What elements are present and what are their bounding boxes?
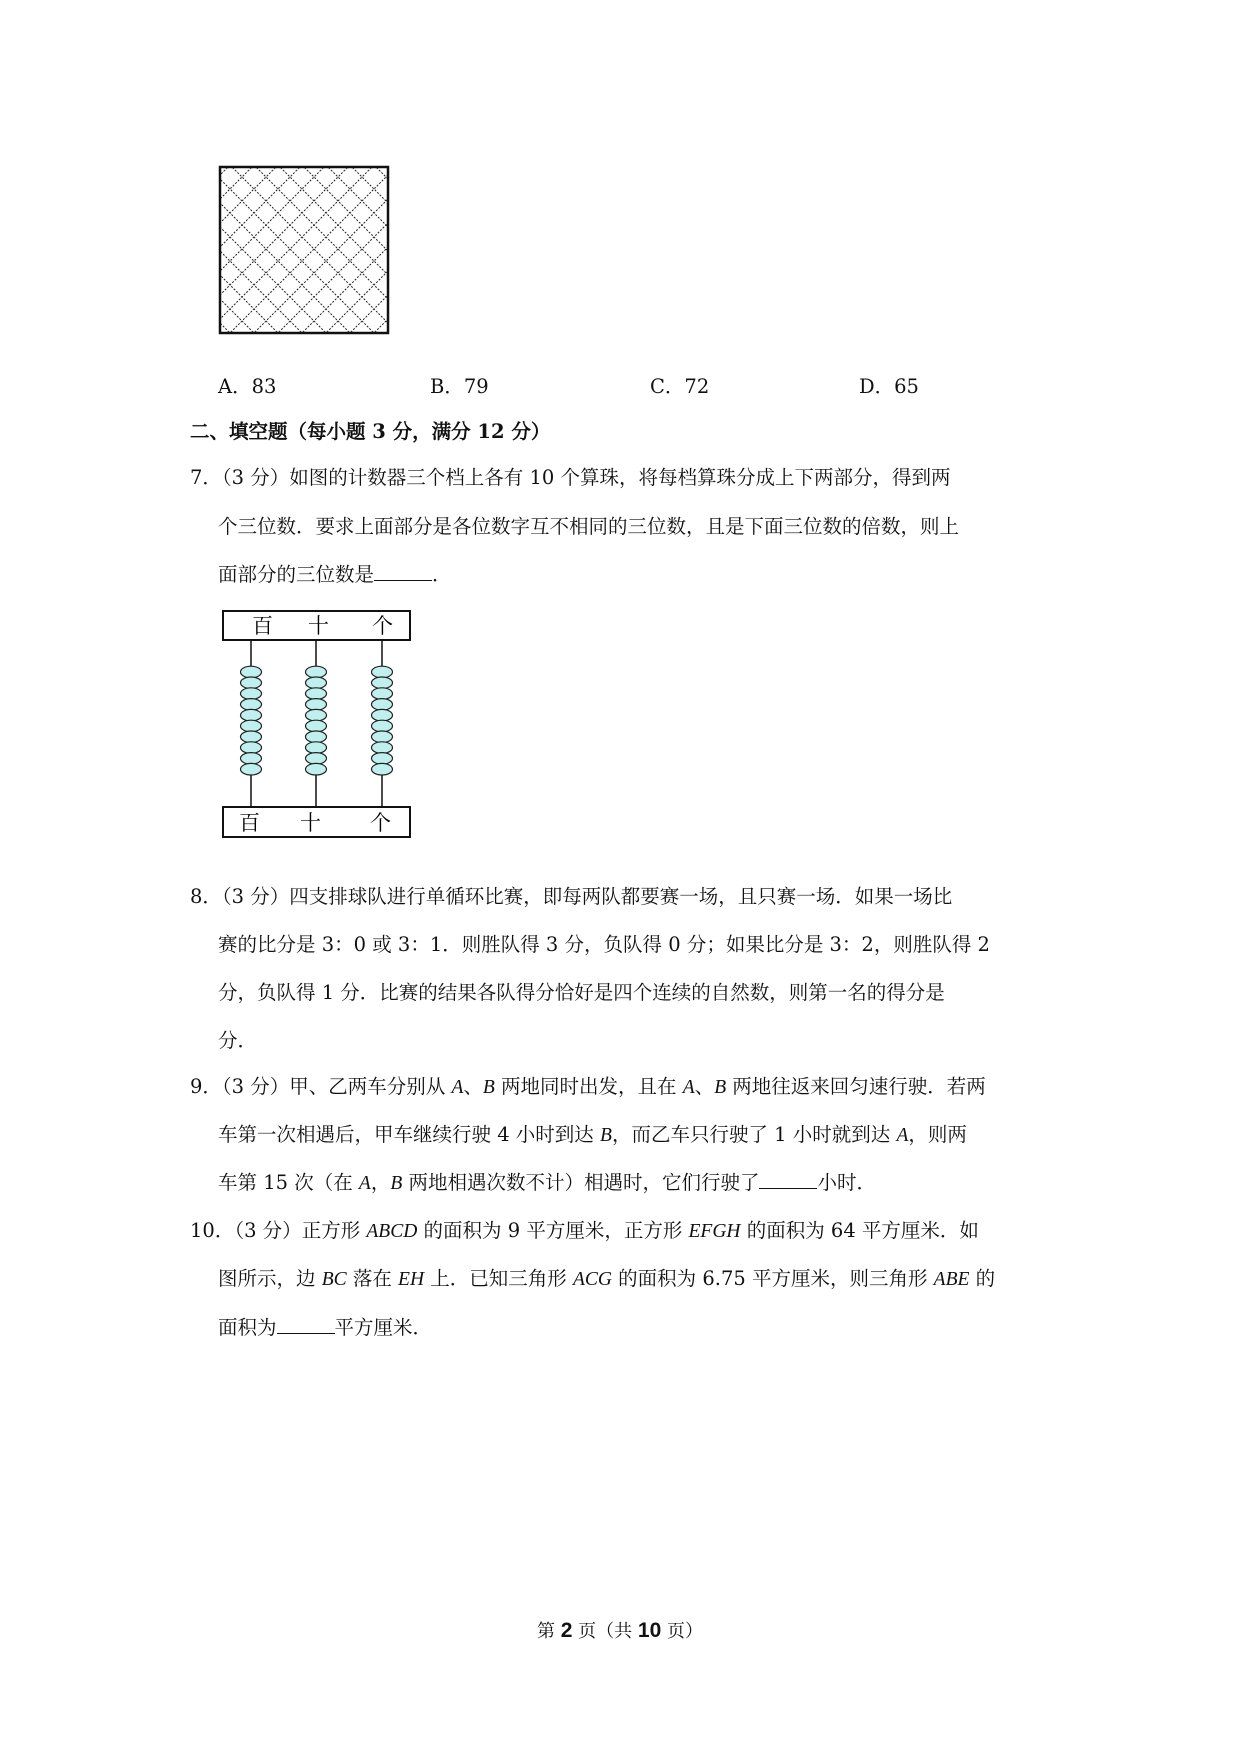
q8-line3: 分，负队得 1 分．比赛的结果各队得分恰好是四个连续的自然数，则第一名的得分是 (218, 981, 945, 1004)
q9-line3 (218, 1173, 876, 1194)
abacus-bead (306, 763, 327, 775)
q9-var: A (358, 1173, 371, 1194)
abacus-bead (372, 742, 393, 754)
q9-line2 (218, 1125, 967, 1146)
q9-var: A (896, 1125, 909, 1146)
q9-text: 两地同时出发，且在 (494, 1075, 683, 1098)
q9-answer-blank (759, 1187, 817, 1189)
abacus-bead (241, 688, 262, 700)
q7-text-1: 如图的计数器三个档上各有 10 个算珠，将每档算珠分成上下两部分，得到两 (289, 466, 951, 489)
grid-diagonal-line (218, 165, 302, 337)
grid-diagonal-line (218, 165, 362, 337)
option-c: C．72 (650, 375, 710, 398)
abacus-bead (241, 720, 262, 732)
abacus-top-label-ones: 个 (372, 614, 393, 638)
q10-line3 (218, 1318, 432, 1338)
q9-text: 两地相遇次数不计）相遇时，它们行驶了 (402, 1171, 760, 1194)
grid-diagonal-line (278, 165, 392, 337)
option-a: A．83 (218, 375, 277, 398)
abacus-figure (220, 608, 416, 840)
abacus-top-label-hundreds: 百 (252, 614, 273, 638)
abacus-bottom-label-tens: 十 (300, 811, 321, 835)
abacus-bead (372, 666, 393, 678)
q7-text-3: 面部分的三位数是 (218, 563, 375, 586)
q8-text-1: 四支排球队进行单循环比赛，即每两队都要赛一场，且只赛一场．如果一场比 (289, 885, 953, 908)
footer-text: 第 (537, 1621, 561, 1642)
grid-diagonal-line (218, 165, 278, 337)
q10-text: 正方形 (301, 1219, 367, 1242)
abacus-bead (241, 753, 262, 765)
q9-var: A (451, 1077, 464, 1098)
footer-total-pages: 10 (637, 1619, 662, 1642)
footer-text: 页） (661, 1621, 703, 1642)
q9-var: B (714, 1077, 727, 1098)
q10-number: 10． (190, 1219, 235, 1242)
grid-diagonal-line (218, 165, 242, 337)
grid-diagonal-line (218, 165, 266, 337)
grid-diagonal-line (218, 165, 338, 337)
q9-text: 、 (694, 1075, 715, 1098)
grid-diagonal-line (338, 165, 392, 337)
abacus-bead (306, 753, 327, 765)
abacus-bead (372, 709, 393, 721)
grid-diagonal-line (218, 165, 350, 337)
abacus-bead (306, 688, 327, 700)
q9-line1 (190, 1077, 986, 1098)
q10-text: 的面积为 64 平方厘米．如 (740, 1219, 979, 1242)
abacus-bead (241, 666, 262, 678)
abacus-bead (306, 677, 327, 689)
grid-diagonal-line (266, 165, 392, 337)
grid-diagonal-line (326, 165, 392, 337)
abacus-bead (241, 709, 262, 721)
grid-diagonal-line (218, 165, 374, 337)
q9-var: A (682, 1077, 695, 1098)
q9-text: 车第一次相遇后，甲车继续行驶 4 小时到达 (218, 1123, 601, 1146)
q10-var: EH (398, 1269, 425, 1290)
abacus-bead (372, 731, 393, 743)
q7-number: 7． (190, 466, 222, 489)
q7-score: （3 分） (221, 466, 290, 489)
abacus-bottom-label-ones: 个 (370, 811, 391, 835)
q10-var: ABCD (366, 1221, 418, 1242)
q7-period: ． (432, 563, 452, 586)
q10-var: ABE (933, 1269, 970, 1290)
grid-diagonal-line (218, 165, 326, 337)
abacus-bead (306, 666, 327, 678)
abacus-bead (372, 699, 393, 711)
grid-diagonal-line (218, 165, 386, 337)
option-d: D．65 (859, 375, 919, 398)
q10-text: 上．已知三角形 (424, 1267, 573, 1290)
q10-var: ACG (572, 1269, 612, 1290)
q9-text: 两地往返来回匀速行驶．若两 (726, 1075, 986, 1098)
q7-line2: 个三位数．要求上面部分是各位数字互不相同的三位数，且是下面三位数的倍数，则上 (218, 515, 960, 538)
q7-line1 (190, 468, 951, 488)
q8-number: 8． (190, 885, 222, 908)
q10-line2 (218, 1269, 995, 1290)
q10-text: 面积为 (218, 1316, 277, 1339)
q9-text: ， (370, 1171, 391, 1194)
abacus-bead (306, 709, 327, 721)
q10-text: 的面积为 6.75 平方厘米，则三角形 (611, 1267, 934, 1290)
q9-var: B (600, 1125, 612, 1146)
grid-diagonal-line (314, 165, 392, 337)
q10-line1 (190, 1221, 979, 1242)
q9-var: B (390, 1173, 403, 1194)
abacus-bead (372, 763, 393, 775)
q9-text: ，则两 (908, 1123, 967, 1146)
footer-page-number: 2 (560, 1619, 573, 1642)
q9-number: 9． (190, 1075, 222, 1098)
abacus-bead (241, 731, 262, 743)
q9-var: B (482, 1077, 495, 1098)
q9-score: （3 分） (221, 1075, 290, 1098)
page-footer (0, 1617, 1240, 1643)
q9-text: 、 (463, 1075, 483, 1098)
q8-score: （3 分） (221, 885, 290, 908)
grid-diagonal-line (230, 165, 392, 337)
q10-text: 图所示，边 (218, 1267, 322, 1290)
q9-text: ，而乙车只行驶了 1 小时就到达 (611, 1123, 897, 1146)
q8-line4: 分． (218, 1029, 258, 1052)
abacus-bottom-label-hundreds: 百 (239, 811, 260, 835)
q7-line3 (218, 565, 452, 585)
q8-line2: 赛的比分是 3：0 或 3：1．则胜队得 3 分，负队得 0 分；如果比分是 3：2，则胜队得 2 (218, 933, 990, 956)
abacus-bead (372, 753, 393, 765)
q10-var: BC (321, 1269, 347, 1290)
footer-text: 页（共 (572, 1621, 638, 1642)
q10-text: 的面积为 9 平方厘米，正方形 (417, 1219, 689, 1242)
abacus-bead (306, 699, 327, 711)
abacus-bead (241, 677, 262, 689)
abacus-bead (372, 688, 393, 700)
abacus-bead (306, 731, 327, 743)
q7-answer-blank (374, 579, 432, 581)
q10-var: EFGH (688, 1221, 741, 1242)
abacus-bead (306, 720, 327, 732)
abacus-top-label-tens: 十 (308, 614, 329, 638)
q10-score: （3 分） (234, 1219, 302, 1242)
abacus-bead (372, 720, 393, 732)
grid-diagonal-line (218, 165, 254, 337)
q10-text: 平方厘米． (334, 1316, 433, 1339)
abacus-bead (241, 763, 262, 775)
q10-text: 的 (969, 1267, 996, 1290)
abacus-bead (241, 742, 262, 754)
section-title: 二、填空题（每小题 3 分，满分 12 分） (190, 420, 551, 443)
abacus-bead (372, 677, 393, 689)
q9-text: 小时． (817, 1171, 876, 1194)
q10-text: 落在 (346, 1267, 399, 1290)
grid-diagonal-line (350, 165, 392, 337)
q8-line1 (190, 887, 952, 907)
grid-diagonal-line (218, 165, 392, 337)
grid-diagonal-line (302, 165, 392, 337)
grid-diagonal-line (242, 165, 392, 337)
abacus-bead (306, 742, 327, 754)
abacus-bead (241, 699, 262, 711)
q9-text: 甲、乙两车分别从 (289, 1075, 452, 1098)
option-b: B．79 (430, 375, 489, 398)
diagonal-grid-square-figure (218, 165, 392, 337)
q10-answer-blank (277, 1332, 335, 1334)
q9-text: 车第 15 次（在 (218, 1171, 359, 1194)
